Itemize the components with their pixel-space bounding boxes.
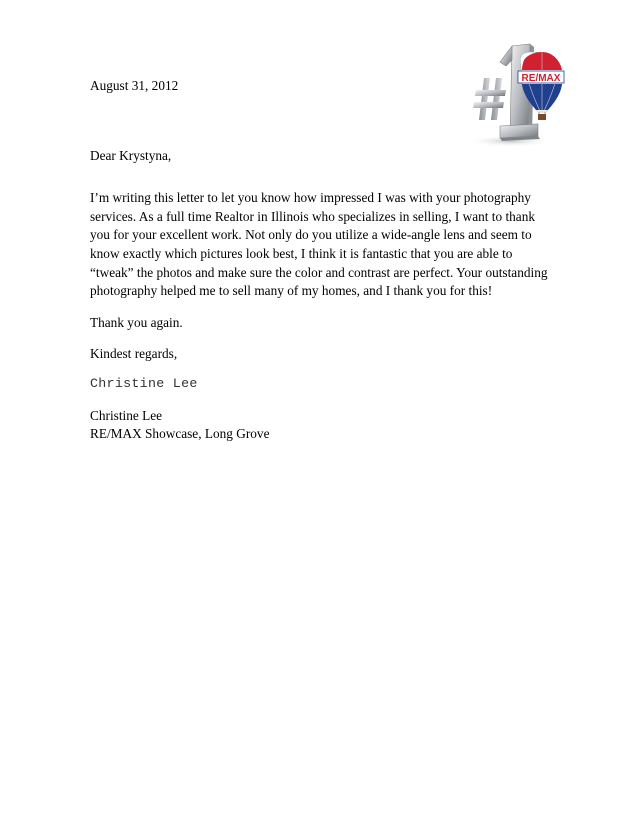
- signature: Christine Lee: [90, 375, 198, 391]
- svg-text:RE/MAX: RE/MAX: [521, 73, 561, 84]
- sender-name: Christine Lee: [90, 407, 163, 423]
- sender-block: [90, 407, 555, 444]
- closing-line: Kindest regards,: [90, 346, 178, 362]
- letter-date: August 31, 2012: [90, 78, 179, 93]
- sender-company: RE/MAX Showcase, Long Grove: [90, 426, 270, 442]
- salutation: Dear Krystyna,: [90, 147, 172, 163]
- thanks-line: Thank you again.: [90, 314, 183, 330]
- remax-wordmark: [518, 71, 564, 84]
- hash-sign-icon: [473, 78, 506, 120]
- letter-body: I’m writing this letter to let you know how impressed I was with your photography services. As a full time Realtor in Illinois who specializes in selling, I want to thank you for your excellent work. Not only do you utilize a wide-angle lens and seem to know exactly which pictures look best, I think it is fantastic that you are able to “tweak” the photos and make sure the color and contrast are perfect. Your outstanding photography helped me to sell many of my homes, and I thank you for this!: [90, 190, 548, 299]
- remax-balloon-number-one-logo-icon: [462, 38, 566, 148]
